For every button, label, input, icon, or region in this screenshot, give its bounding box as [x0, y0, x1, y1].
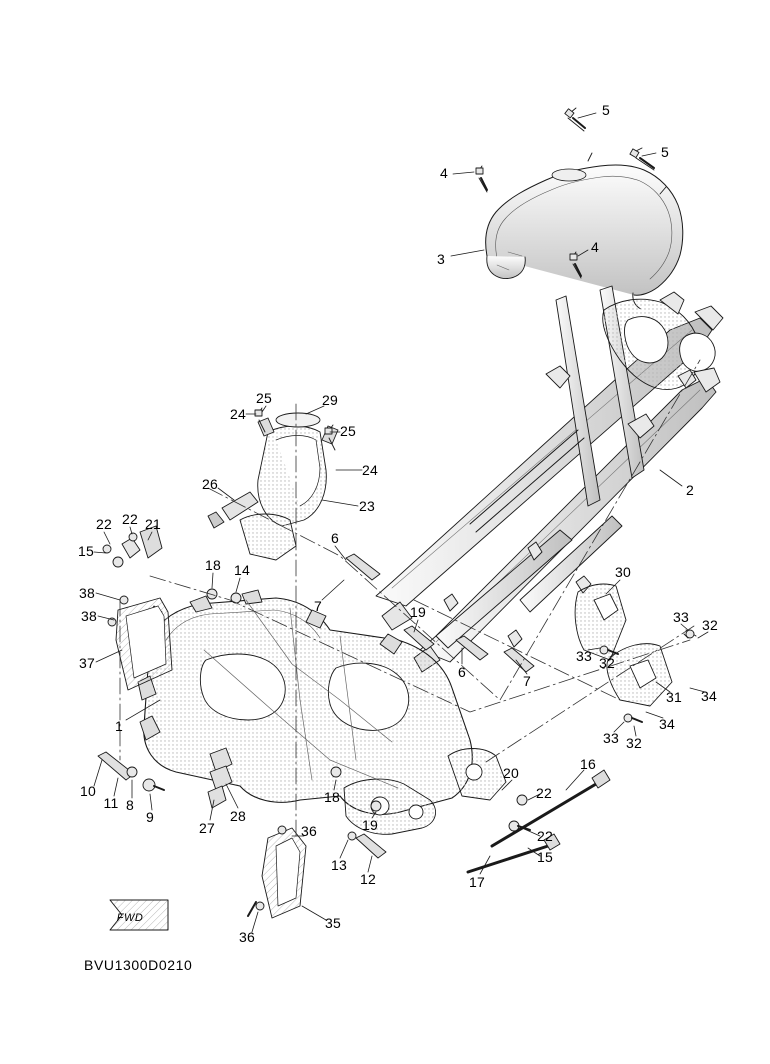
callout-number: 6 [331, 530, 339, 546]
callout-number: 14 [234, 562, 250, 578]
callout-number: 7 [314, 598, 322, 614]
callout-number: 22 [122, 511, 138, 527]
callout-number: 3 [437, 251, 445, 267]
callout-number: 8 [126, 797, 134, 813]
callout-number: 22 [536, 785, 552, 801]
callout-number: 4 [440, 165, 448, 181]
callout-number: 24 [362, 462, 378, 478]
grab-bar [486, 153, 683, 309]
callout-number: 18 [205, 557, 221, 573]
callout-number: 5 [661, 144, 669, 160]
callout-number: 25 [256, 390, 272, 406]
callout-number: 37 [79, 655, 95, 671]
callout-number: 15 [537, 849, 553, 865]
callout-number: 6 [458, 664, 466, 680]
callout-number: 33 [673, 609, 689, 625]
callout-number: 20 [503, 765, 519, 781]
callout-number: 35 [325, 915, 341, 931]
callout-number: 23 [359, 498, 375, 514]
callout-number: 34 [659, 716, 675, 732]
callout-number: 24 [230, 406, 246, 422]
callout-number: 34 [701, 688, 717, 704]
callout-number: 19 [362, 817, 378, 833]
callout-number: 32 [702, 617, 718, 633]
callout-number: 31 [666, 689, 682, 705]
callout-number: 22 [537, 828, 553, 844]
callout-number: 1 [115, 718, 123, 734]
callout-number: 4 [591, 239, 599, 255]
callout-number: 25 [340, 423, 356, 439]
callout-number: 27 [199, 820, 215, 836]
callout-number: 33 [576, 648, 592, 664]
callout-number: 7 [523, 673, 531, 689]
callout-number: 13 [331, 857, 347, 873]
callout-number: 12 [360, 871, 376, 887]
callout-number: 32 [599, 655, 615, 671]
callout-number: 36 [239, 929, 255, 945]
callout-number: 28 [230, 808, 246, 824]
callout-number: 11 [103, 795, 119, 811]
callout-number: 22 [96, 516, 112, 532]
callout-number: 29 [322, 392, 338, 408]
callout-number: 17 [469, 874, 485, 890]
callout-number: 15 [78, 543, 94, 559]
callout-number: 38 [81, 608, 97, 624]
callout-number: 19 [410, 604, 426, 620]
callout-number: 9 [146, 809, 154, 825]
callout-number: 18 [324, 789, 340, 805]
callout-number: 2 [686, 482, 694, 498]
part-code-label: BVU1300D0210 [84, 957, 193, 973]
callout-number: 21 [145, 516, 161, 532]
callout-number: 36 [301, 823, 317, 839]
rear-subframe [376, 286, 723, 672]
callout-number: 26 [202, 476, 218, 492]
callout-number: 33 [603, 730, 619, 746]
fwd-arrow-label: FWD [116, 912, 144, 924]
callout-number: 32 [626, 735, 642, 751]
callout-number: 16 [580, 756, 596, 772]
callout-number: 38 [79, 585, 95, 601]
tank-bracket [208, 408, 338, 560]
callout-number: 5 [602, 102, 610, 118]
callout-number: 10 [80, 783, 96, 799]
callout-number: 30 [615, 564, 631, 580]
